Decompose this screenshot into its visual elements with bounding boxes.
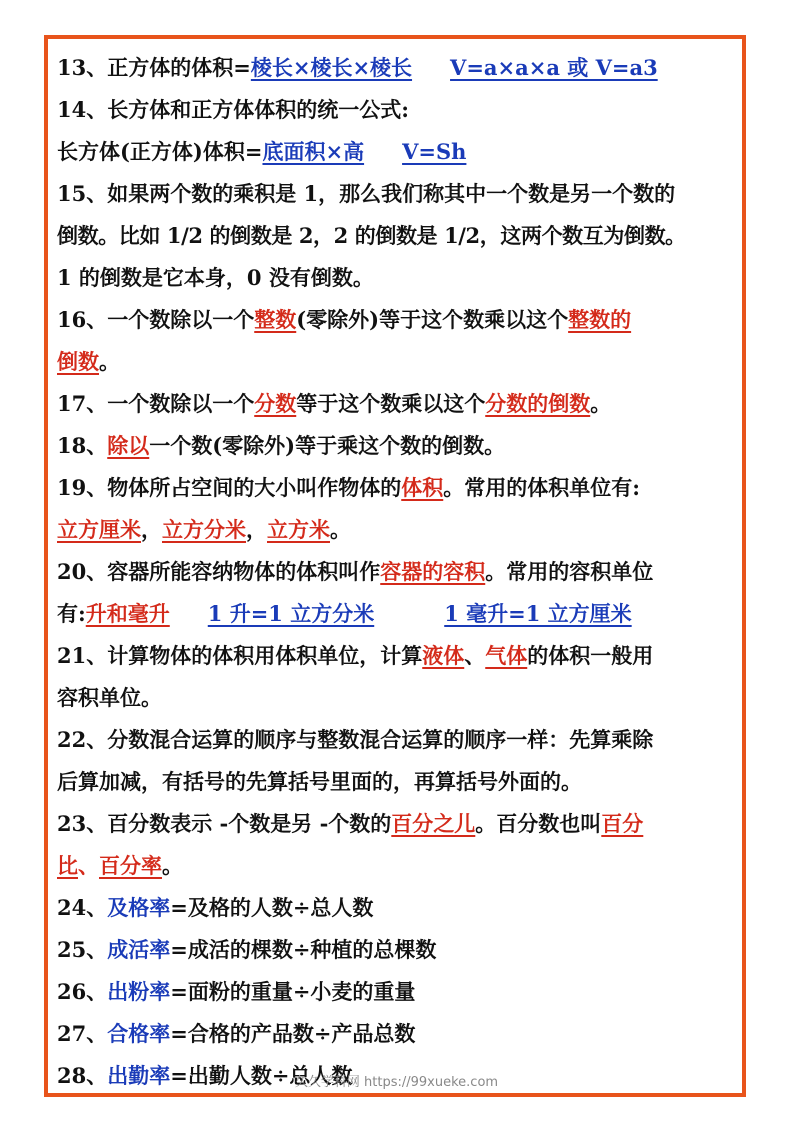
key-term: 容器的容积 [380,559,486,584]
key-term: 液体 [422,643,465,668]
item-number: 24、 [57,895,108,920]
key-term: 立方分米 [162,517,246,542]
separator: 、 [464,643,486,668]
formula-highlight: V=Sh [402,139,467,164]
item-18 [57,425,737,467]
separator: ， [141,517,162,542]
item-14-formula [57,131,737,173]
item-21-cont: 容积单位。 [57,685,162,710]
item-22-line-1: 22、分数混合运算的顺序与整数混合运算的顺序一样：先算乘除 [57,727,654,752]
item-23 [57,803,737,845]
rate-term: 出粉率 [107,979,171,1004]
rate-term: 出勤率 [107,1063,171,1088]
key-term: 体积 [401,475,444,500]
item-text: 的体积一般用 [527,643,654,668]
key-term: 气体 [485,643,528,668]
item-text: 容器所能容纳物体的体积叫作 [107,559,381,584]
key-term: 分数的倒数 [485,391,591,416]
item-17 [57,383,737,425]
rate-term: 合格率 [107,1021,171,1046]
item-text: 一个数除以一个 [107,307,255,332]
item-text: 一个数除以一个 [107,391,255,416]
formula-highlight: 棱长×棱长×棱长 [250,55,413,80]
item-number: 16、 [57,307,108,332]
item-16 [57,299,737,341]
item-text: 物体所占空间的大小叫作物体的 [107,475,402,500]
item-text: 。常用的容积单位 [485,559,654,584]
item-text: 长方体(正方体)体积= [57,139,263,164]
key-term: 比 [57,853,78,878]
rate-formula: =及格的人数÷总人数 [170,895,374,920]
item-19-units [57,509,737,551]
key-term: 升和毫升 [85,601,170,626]
item-23-cont [57,845,737,887]
item-16-cont [57,341,737,383]
item-21 [57,635,737,677]
key-term: 除以 [107,433,150,458]
key-term: 倒数 [57,349,99,374]
item-13 [57,47,737,89]
item-text: 。 [330,517,351,542]
rate-formula: =成活的棵数÷种植的总棵数 [170,937,437,962]
separator: ， [246,517,267,542]
item-number: 25、 [57,937,108,962]
item-number: 23、 [57,811,108,836]
formula-highlight: 1 升=1 立方分米 [207,601,375,626]
rate-term: 及格率 [107,895,171,920]
item-text: 有: [57,601,86,626]
item-20-units [57,593,737,635]
document-body [57,47,737,1097]
formula-highlight: V=a×a×a 或 V=a3 [450,55,658,80]
item-text: 。百分数也叫 [475,811,602,836]
item-19 [57,467,737,509]
item-text: 长方体和正方体体积的统一公式: [107,97,409,122]
rate-formula: =出勤人数÷总人数 [170,1063,353,1088]
key-term: 百分 [601,811,644,836]
item-15-line-1: 15、如果两个数的乘积是 1，那么我们称其中一个数是另一个数的 [57,181,676,206]
rate-formula: =合格的产品数÷产品总数 [170,1021,416,1046]
rate-formula: =面粉的重量÷小麦的重量 [170,979,416,1004]
item-text: 。 [99,349,120,374]
item-text: (零除外)等于这个数乘以这个 [296,307,569,332]
key-term: 百分之儿 [391,811,476,836]
watermark: 久久学科网 https://99xueke.com [294,1075,499,1090]
item-text: 百分数表示 -个数是另 -个数的 [107,811,392,836]
item-text: 。 [162,853,183,878]
item-22-line-2: 后算加减，有括号的先算括号里面的，再算括号外面的。 [57,769,582,794]
formula-highlight: 底面积×高 [262,139,365,164]
item-15-line-3: 1 的倒数是它本身，0 没有倒数。 [57,265,374,290]
item-20 [57,551,737,593]
item-number: 18、 [57,433,108,458]
page-frame [44,35,746,1097]
item-number: 19、 [57,475,108,500]
key-term: 整数 [254,307,297,332]
formula-highlight: 1 毫升=1 立方厘米 [444,601,632,626]
item-text: 正方体的体积= [107,55,251,80]
item-number: 27、 [57,1021,108,1046]
item-number: 14、 [57,97,108,122]
item-number: 20、 [57,559,108,584]
item-number: 13、 [57,55,108,80]
key-term: 整数的 [568,307,632,332]
key-term: 立方米 [267,517,330,542]
item-text: 。 [590,391,612,416]
item-24 [57,887,737,929]
item-text: 计算物体的体积用体积单位，计算 [107,643,423,668]
item-number: 26、 [57,979,108,1004]
rate-term: 成活率 [107,937,171,962]
item-text: 等于这个数乘以这个 [296,391,486,416]
item-number: 28、 [57,1063,108,1088]
item-text: 一个数(零除外)等于乘这个数的倒数。 [149,433,506,458]
item-27 [57,1013,737,1055]
key-term: 百分率 [99,853,162,878]
item-14 [57,89,737,131]
item-number: 17、 [57,391,108,416]
item-26 [57,971,737,1013]
key-term: 立方厘米 [57,517,141,542]
key-term: 分数 [254,391,297,416]
item-text: 。常用的体积单位有: [443,475,640,500]
item-15-line-2: 倒数。比如 1/2 的倒数是 2，2 的倒数是 1/2，这两个数互为倒数。 [57,223,686,248]
item-number: 21、 [57,643,108,668]
item-25 [57,929,737,971]
separator: 、 [78,853,99,878]
